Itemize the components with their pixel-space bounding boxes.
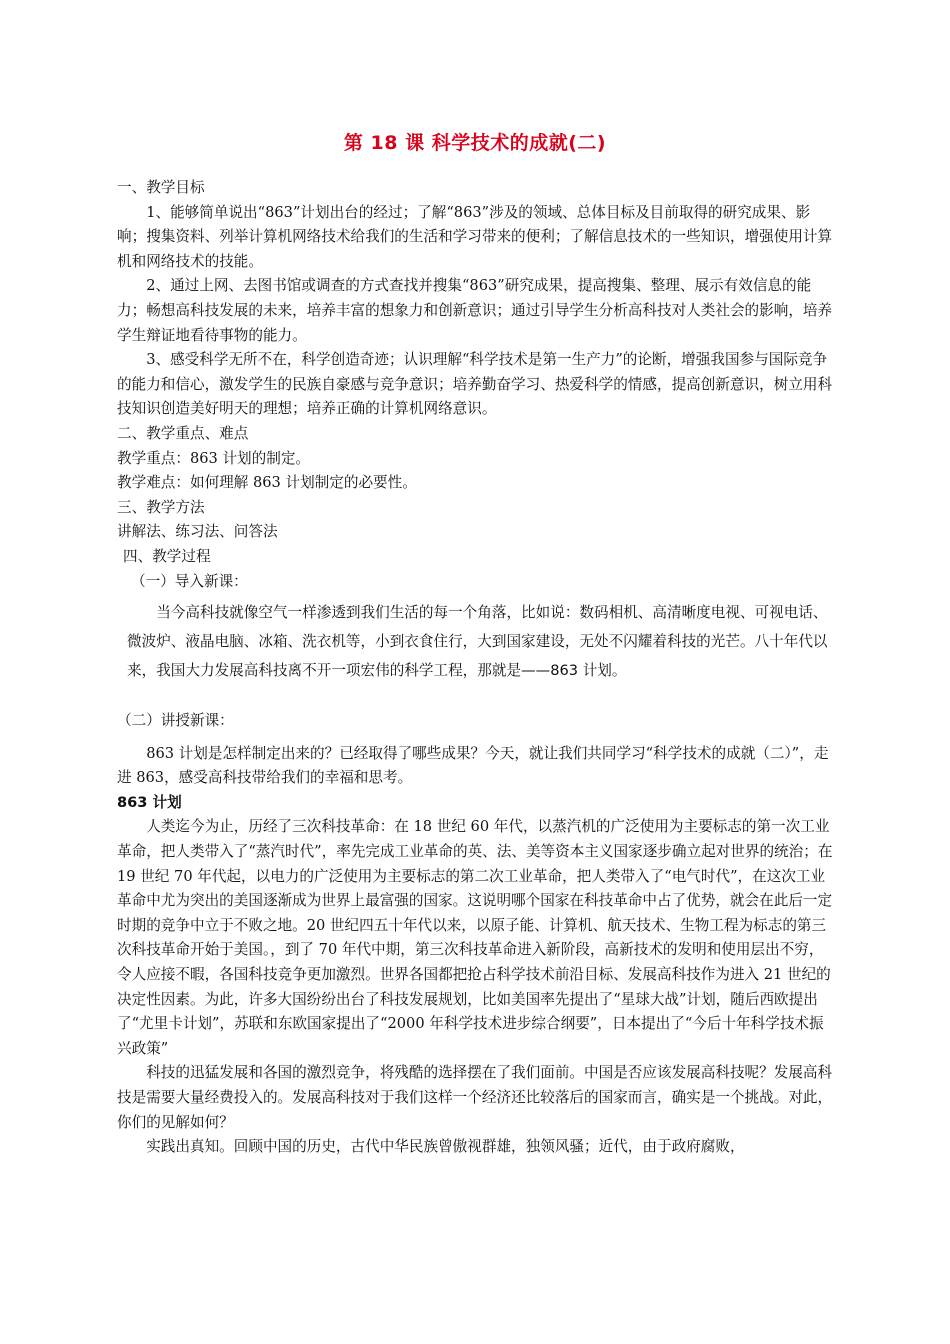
intro-text-box — [127, 598, 833, 685]
subsection-lecture-heading: （二）讲授新课： — [117, 712, 234, 730]
plan-paragraph-3: 实践出真知。回顾中国的历史，古代中华民族曾傲视群雄，独领风骚；近代，由于政府腐败， — [146, 1138, 745, 1156]
objective-paragraph-3: 3、感受科学无所不在，科学创造奇迹；认识理解“科学技术是第一生产力”的论断，增强我国参与国际竞争的能力和信心，激发学生的民族自豪感与竞争意识；培养勤奋学习、热爱科学的情感，提高创新意识，树立用科技知识创造美好明天的理想；培养正确的计算机网络意识。 — [117, 351, 833, 418]
section-heading-process: 四、教学过程 — [123, 547, 211, 565]
plan-paragraph-2: 科技的迅猛发展和各国的激烈竞争，将残酷的选择摆在了我们面前。中国是否应该发展高科技呢？发展高科技是需要大量经费投入的。发展高科技对于我们这样一个经济还比较落后的国家而言，确实是一个挑战。对此，你们的见解如何？ — [117, 1064, 833, 1131]
spacer — [117, 685, 837, 709]
lecture-paragraph-1: 863 计划是怎样制定出来的？已经取得了哪些成果？今天，就让我们共同学习“科学技术的成就（二）”，走进 863，感受高科技带给我们的幸福和思考。 — [117, 744, 829, 787]
teaching-methods: 讲解法、练习法、问答法 — [117, 523, 278, 541]
objective-paragraph-2: 2、通过上网、去图书馆或调查的方式查找并搜集“863”研究成果，提高搜集、整理、展示有效信息的能力；畅想高科技发展的未来，培养丰富的想象力和创新意识；通过引导学生分析高科技对人类社会的影响，培养学生辩证地看待事物的能力。 — [117, 277, 833, 344]
plan-heading: 863 计划 — [117, 793, 182, 811]
section-heading-objectives: 一、教学目标 — [117, 179, 205, 196]
plan-paragraph-1: 人类迄今为止，历经了三次科技革命：在 18 世纪 60 年代，以蒸汽机的广泛使用为主要标志的第一次工业革命，把人类带入了“蒸汽时代”，率先完成工业革命的英、法、美等资本主义国家逐步确立起对世界的统治；在 19 世纪 70 年代起，以电力的广泛使用为主要标志的第二次工业革命，把人类带入了“电气时代”，在这次工业革命中尤为突出的美国逐渐成为世界上最富强的国家。这说明哪个国家在科技革命中占了优势，就会在此后一定时期的竞争中立于不败之地。20 世纪四五十年代以来，以原子能、计算机、航天技术、生物工程为标志的第三次科技革命开始于美国。，到了 70 年代中期，第三次科技革命进入新阶段，高新技术的发明和使用层出不穷，令人应接不暇，各国科技竞争更加激烈。世界各国都把抢占科学技术前沿目标、发展高科技作为进入 21 世纪的决定性因素。为此，许多大国纷纷出台了科技发展规划，比如美国率先提出了“星球大战”计划，随后西欧提出了“尤里卡计划”，苏联和东欧国家提出了“2000 年科学技术进步综合纲要”，日本提出了“今后十年科学技术振兴政策” — [117, 818, 833, 1057]
subsection-intro-heading: （一）导入新课： — [131, 572, 248, 590]
objective-paragraph-1: 1、能够简单说出“863”计划出台的经过；了解“863”涉及的领域、总体目标及目前取得的研究成果、影响；搜集资料、列举计算机网络技术给我们的生活和学习带来的便利；了解信息技术的一些知识，增强使用计算机和网络技术的技能。 — [117, 203, 833, 270]
section-heading-methods: 三、教学方法 — [117, 498, 205, 516]
document-body — [117, 176, 837, 1160]
page-title: 第 18 课 科学技术的成就(二) — [343, 132, 607, 154]
section-heading-keypoints: 二、教学重点、难点 — [117, 424, 249, 442]
key-point: 教学重点：863 计划的制定。 — [117, 449, 311, 467]
intro-paragraph: 当今高科技就像空气一样渗透到我们生活的每一个角落，比如说：数码相机、高清晰度电视、可视电话、微波炉、液晶电脑、冰箱、洗衣机等，小到衣食住行，大到国家建设，无处不闪耀着科技的光芒。八十年代以来，我国大力发展高科技离不开一项宏伟的科学工程，那就是——863 计划。 — [127, 604, 828, 680]
difficult-point: 教学难点：如何理解 863 计划制定的必要性。 — [117, 474, 417, 492]
